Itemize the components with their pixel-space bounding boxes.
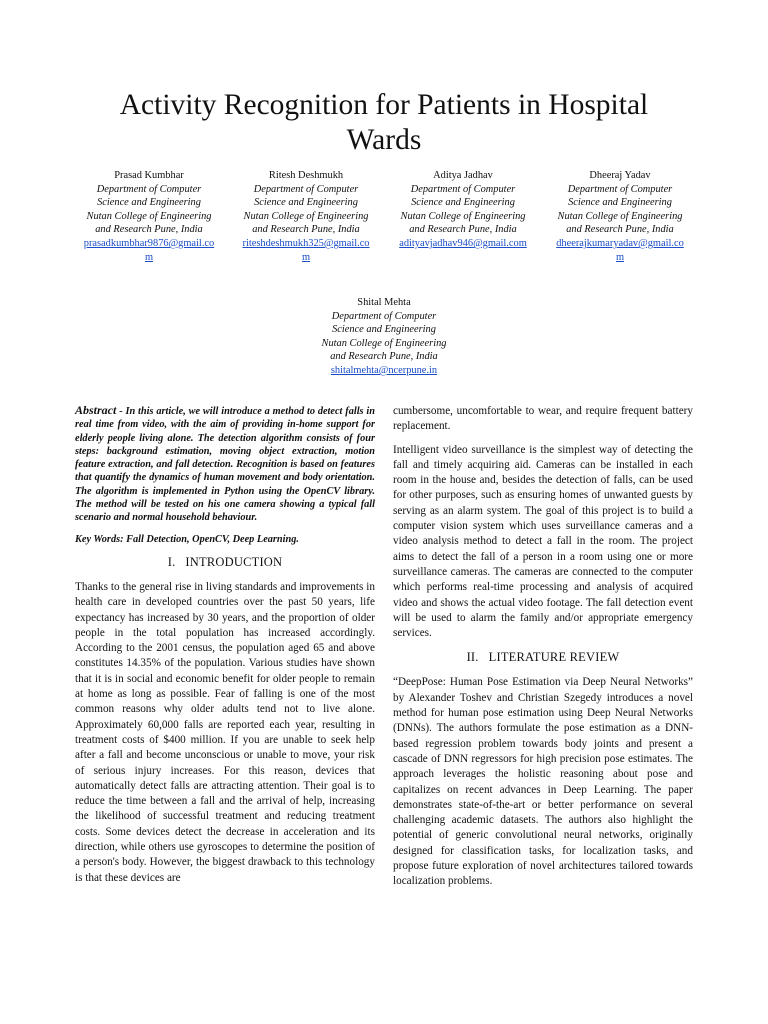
intro-paragraph-1: Thanks to the general rise in living standards and improvements in health care in developed countries over the past 50 years, life expectancy has increased by 30 years, and the proportion of older people in the total population has increased accordingly. According to the 2001 census, the population aged 65 and above constitutes 14.35% of the population. Various studies have shown that it is in social and economic benefit for older people to remain at home as long as possible. Fear of falling is one of the most common reasons why older adults tend not to live alone. Approximately 60,000 falls are reported each year, resulting in treatment costs of $400 million. If you are unable to seek help after a fall and become unconscious or unable to move, your risk of serious injury increases. For this reason, devices that automatically detect falls are attracting attention. Their goal is to reduce the time between a fall and the arrival of help, increasing the likelihood of successful treatment and reducing treatment costs. Some devices detect the decrease in acceleration and its direction, while others use gyroscopes to determine the position of a person's body. However, the biggest drawback to this technology is that these devices are: [75, 580, 375, 884]
abstract-text: - In this article, we will introduce a method to detect falls in real time from video, with the aim of providing in-home support for elderly people living alone. The detection algorithm consists of four steps: background estimation, moving object extraction, motion feature extraction, and fall detection. Recognition is based on features that quantify the dynamics of human movement and body orientation. The algorithm is implemented in Python using the OpenCV library. The method will be tested on his one camera showing a typical fall scenario and normal household behaviour.: [75, 406, 375, 524]
author-name: Prasad Kumbhar: [114, 170, 184, 181]
keywords: Key Words: Fall Detection, OpenCV, Deep Learning.: [75, 533, 299, 545]
author-3: [384, 169, 542, 251]
author-block: [70, 169, 702, 269]
author-department-line: Department of Computer: [567, 183, 673, 195]
author-email-link[interactable]: riteshdeshmukh325@gmail.co m: [242, 237, 370, 263]
author-institution-line: Nutan College of Engineering: [86, 210, 212, 222]
author-institution-line: Nutan College of Engineering: [557, 210, 683, 222]
author-institution-line: and Research Pune, India: [95, 224, 203, 236]
author-institution-line: Nutan College of Engineering: [243, 210, 369, 222]
left-column: [75, 404, 375, 894]
author-4: [541, 169, 699, 264]
author-department-line: Department of Computer: [253, 183, 359, 195]
author-department-line: Department of Computer: [331, 310, 437, 322]
author-institution-line: and Research Pune, India: [330, 351, 438, 363]
author-department-line: Science and Engineering: [332, 324, 436, 336]
author-email-link[interactable]: prasadkumbhar9876@gmail.co m: [83, 237, 215, 263]
author-name: Dheeraj Yadav: [589, 170, 651, 181]
literature-paragraph-1: “DeepPose: Human Pose Estimation via Deep Neural Networks” by Alexander Toshev and Christian Szegedy introduces a novel method for human pose estimation using Deep Neural Networks (DNNs). The authors formulate the pose estimation as a DNN-based regression problem towards body joints and present a cascade of DNN regressors for high precision pose estimates. The approach leverages the holistic reasoning about pose and capitalizes on recent advances in Deep Learning. The paper demonstrates state-of-the-art or better performance on several challenging academic datasets. The authors also highlight the potential of generic convolutional neural networks, originally designed for classification tasks, for localization tasks, and propose future exploration of novel architectures tailored towards localization problems.: [393, 676, 693, 888]
section-heading-literature-review: II. LITERATURE REVIEW: [466, 650, 620, 665]
author-department-line: Department of Computer: [410, 183, 516, 195]
author-name: Ritesh Deshmukh: [268, 170, 344, 181]
abstract: [75, 404, 375, 525]
author-institution-line: and Research Pune, India: [252, 224, 360, 236]
intro-paragraph-2: Intelligent video surveillance is the simplest way of detecting the fall and timely acquiring aid. Cameras can be installed in each room in the house and, besides the detection of falls, can be used for other purposes, such as ensuring homes of unwanted guests by serving as an alarm system. The goal of this project is to build a computer vision system which uses surveillance cameras and a video analysis method to detect a fall in the room. The project aims to detect the fall of a person in a room using one or more surveillance cameras. The cameras are connected to the computer which performs real-time processing and analysis of acquired video and shows the actual video footage. The fall detection event will be used to alarm the family and/or appropriate emergency services.: [393, 443, 693, 640]
author-institution-line: and Research Pune, India: [409, 224, 517, 236]
author-name: Shital Mehta: [357, 297, 411, 308]
author-email-link[interactable]: shitalmehta@ncerpune.in: [330, 364, 438, 376]
author-institution-line: and Research Pune, India: [566, 224, 674, 236]
author-department-line: Science and Engineering: [411, 197, 515, 209]
intro-paragraph-1-continued: cumbersome, uncomfortable to wear, and require frequent battery replacement.: [393, 405, 693, 433]
right-column: [393, 404, 693, 898]
author-name: Aditya Jadhav: [433, 170, 493, 181]
author-institution-line: Nutan College of Engineering: [400, 210, 526, 222]
author-department-line: Science and Engineering: [254, 197, 358, 209]
paper-title: Activity Recognition for Patients in Hospital Wards: [119, 89, 649, 156]
author-2: [227, 169, 385, 264]
author-department-line: Science and Engineering: [97, 197, 201, 209]
author-email-link[interactable]: dheerajkumaryadav@gmail.co m: [556, 237, 684, 263]
abstract-label: Abstract: [75, 403, 117, 417]
author-institution-line: Nutan College of Engineering: [321, 337, 447, 349]
author-5: [305, 296, 463, 378]
author-email-link[interactable]: adityavjadhav946@gmail.com: [399, 237, 527, 249]
section-heading-introduction: I. INTRODUCTION: [167, 554, 283, 569]
author-department-line: Department of Computer: [96, 183, 202, 195]
author-department-line: Science and Engineering: [568, 197, 672, 209]
author-1: [70, 169, 228, 264]
